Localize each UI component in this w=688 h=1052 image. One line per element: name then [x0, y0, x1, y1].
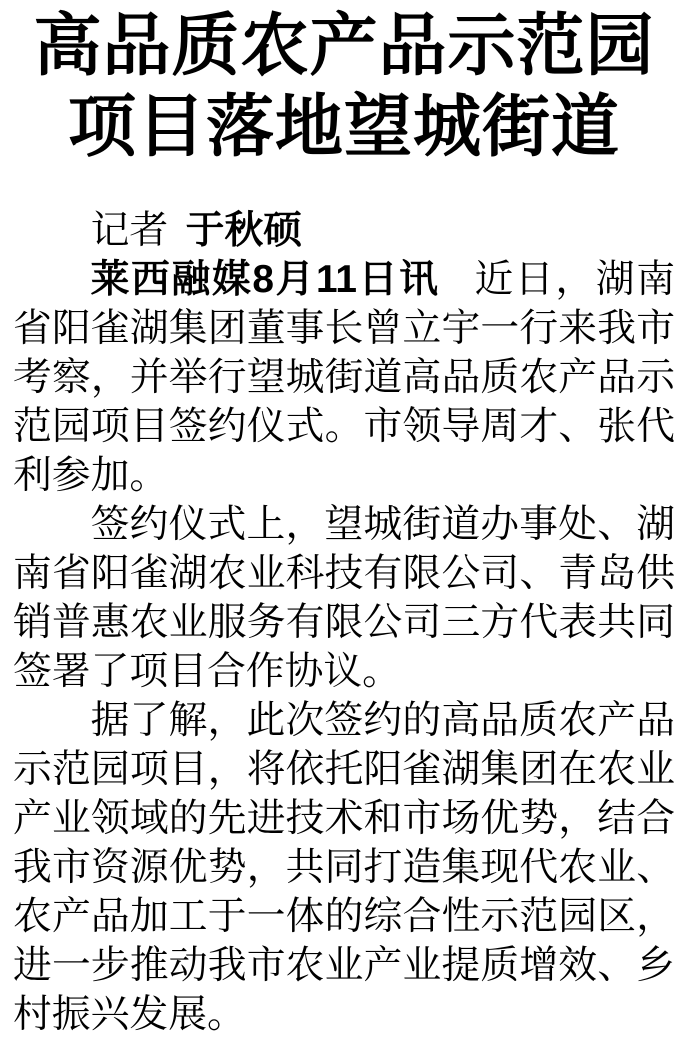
paragraph-3-text: 据了解，此次签约的高品质农产品示范园项目，将依托阳雀湖集团在农业产业领域的先进技术和市场优势，结合我市资源优势，共同打造集现代农业、农产品加工于一体的综合性示范园区，进一步推动我市农业产业提质增效、乡村振兴发展。: [13, 699, 675, 1036]
paragraph-2: [13, 500, 675, 696]
paragraph-2-text: 签约仪式上，望城街道办事处、湖南省阳雀湖农业科技有限公司、青岛供销普惠农业服务有限公司三方代表共同签署了项目合作协议。: [13, 503, 675, 693]
paragraph-3: [13, 696, 675, 1039]
paragraph-1: [13, 255, 675, 500]
byline-reporter-name: 于秋硕: [185, 209, 303, 252]
byline-reporter-label: 记者: [90, 209, 169, 252]
article-body: [13, 206, 675, 1039]
headline-line-2: 项目落地望城街道: [67, 89, 620, 165]
headline-line-1: 高品质农产品示范园: [33, 8, 655, 84]
article-headline: [10, 6, 678, 168]
paragraph-1-text: 近日，湖南省阳雀湖集团董事长曾立宇一行来我市考察，并举行望城街道高品质农产品示范园项目签约仪式。市领导周才、张代利参加。: [13, 258, 675, 497]
dateline-lead: 莱西融媒8月11日讯: [90, 258, 440, 301]
byline: [13, 206, 675, 255]
